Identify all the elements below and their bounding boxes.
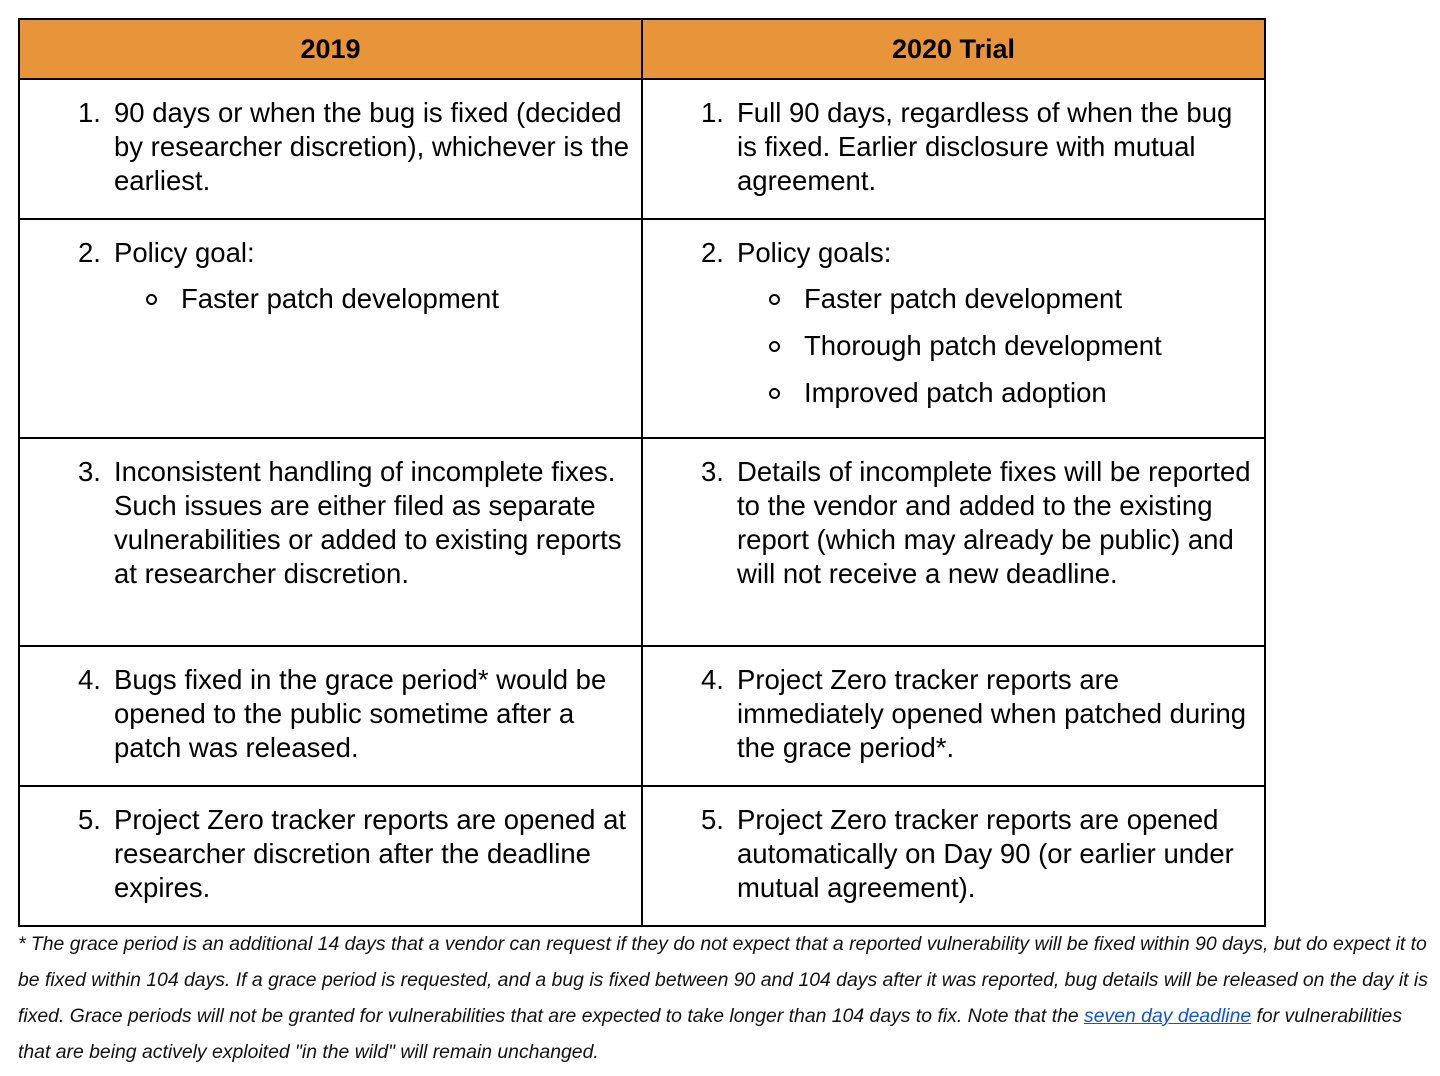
- cell-2019-item-3: [19, 438, 642, 646]
- hollow-bullet-icon: [769, 294, 780, 305]
- item-text: Policy goal:: [114, 237, 255, 268]
- item-number: 2.: [701, 237, 724, 268]
- cell-2019-item-5: [19, 786, 642, 926]
- sub-item-text: Faster patch development: [181, 283, 499, 314]
- item-text: Full 90 days, regardless of when the bug is fixed. Earlier disclosure with mutual agreement.: [737, 97, 1233, 196]
- hollow-bullet-icon: [146, 294, 157, 305]
- sub-list-item: [146, 282, 631, 316]
- item-text: Inconsistent handling of incomplete fixes. Such issues are either filed as separate vulnerabilities or added to existing reports at researcher discretion.: [114, 456, 622, 589]
- footnote-text-end: for vulnerabilities that are being actively exploited "in the wild" will remain unchanged.: [18, 1005, 1403, 1063]
- goal-sublist: [78, 282, 631, 316]
- list-item: [78, 803, 631, 905]
- item-text: Project Zero tracker reports are immediately opened when patched during the grace period*.: [737, 664, 1247, 763]
- hollow-bullet-icon: [769, 388, 780, 399]
- sub-list-item: [769, 376, 1254, 410]
- cell-2019-item-2: [19, 219, 642, 438]
- item-text: Project Zero tracker reports are opened at researcher discretion after the deadline expires.: [114, 804, 627, 903]
- item-number: 4.: [701, 664, 724, 695]
- item-number: 5.: [701, 804, 724, 835]
- list-item: [701, 236, 1254, 270]
- goals-sublist: [701, 282, 1254, 410]
- grace-period-footnote: [18, 926, 1434, 1070]
- item-text: Details of incomplete fixes will be reported to the vendor and added to the existing report (which may already be public) and will not receive a new deadline.: [737, 456, 1251, 589]
- hollow-bullet-icon: [769, 341, 780, 352]
- header-2020-trial: 2020 Trial: [642, 19, 1265, 79]
- list-item: [701, 803, 1254, 905]
- table-row: [19, 79, 1265, 219]
- table-row: [19, 646, 1265, 786]
- sub-list-item: [769, 329, 1254, 363]
- table-row: [19, 438, 1265, 646]
- cell-2020-item-2: [642, 219, 1265, 438]
- table-row: [19, 219, 1265, 438]
- item-text: Policy goals:: [737, 237, 892, 268]
- table-row: [19, 786, 1265, 926]
- cell-2020-item-1: [642, 79, 1265, 219]
- list-item: [701, 663, 1254, 765]
- list-item: [78, 455, 631, 591]
- list-item: [701, 455, 1254, 591]
- item-number: 3.: [701, 456, 724, 487]
- list-item: [78, 96, 631, 198]
- item-number: 1.: [78, 97, 101, 128]
- policy-comparison-table: [18, 18, 1266, 927]
- header-row: [19, 19, 1265, 79]
- footnote-text-start: * The grace period is an additional 14 days that a vendor can request if they do not expect that a reported vulnerability will be fixed within 90 days, but do expect it to be fixed within 104 days. If a grace period is requested, and a bug is fixed between 90 and 104 days after it was reported, bug details will be released on the day it is fixed. Grace periods will not be granted for vulnerabilities that are expected to take longer than 104 days to fix. Note that the: [18, 933, 1428, 1027]
- header-2019: 2019: [19, 19, 642, 79]
- list-item: [701, 96, 1254, 198]
- item-number: 4.: [78, 664, 101, 695]
- sub-list-item: [769, 282, 1254, 316]
- item-number: 1.: [701, 97, 724, 128]
- cell-2020-item-5: [642, 786, 1265, 926]
- item-number: 3.: [78, 456, 101, 487]
- item-number: 5.: [78, 804, 101, 835]
- sub-item-text: Thorough patch development: [804, 330, 1162, 361]
- cell-2020-item-4: [642, 646, 1265, 786]
- list-item: [78, 236, 631, 270]
- cell-2019-item-4: [19, 646, 642, 786]
- sub-item-text: Faster patch development: [804, 283, 1122, 314]
- item-text: Bugs fixed in the grace period* would be opened to the public sometime after a patch was released.: [114, 664, 607, 763]
- cell-2020-item-3: [642, 438, 1265, 646]
- cell-2019-item-1: [19, 79, 642, 219]
- item-number: 2.: [78, 237, 101, 268]
- seven-day-deadline-link[interactable]: seven day deadline: [1084, 1005, 1252, 1027]
- item-text: 90 days or when the bug is fixed (decided by researcher discretion), whichever is the earliest.: [114, 97, 630, 196]
- sub-item-text: Improved patch adoption: [804, 377, 1107, 408]
- list-item: [78, 663, 631, 765]
- item-text: Project Zero tracker reports are opened automatically on Day 90 (or earlier under mutual agreement).: [737, 804, 1234, 903]
